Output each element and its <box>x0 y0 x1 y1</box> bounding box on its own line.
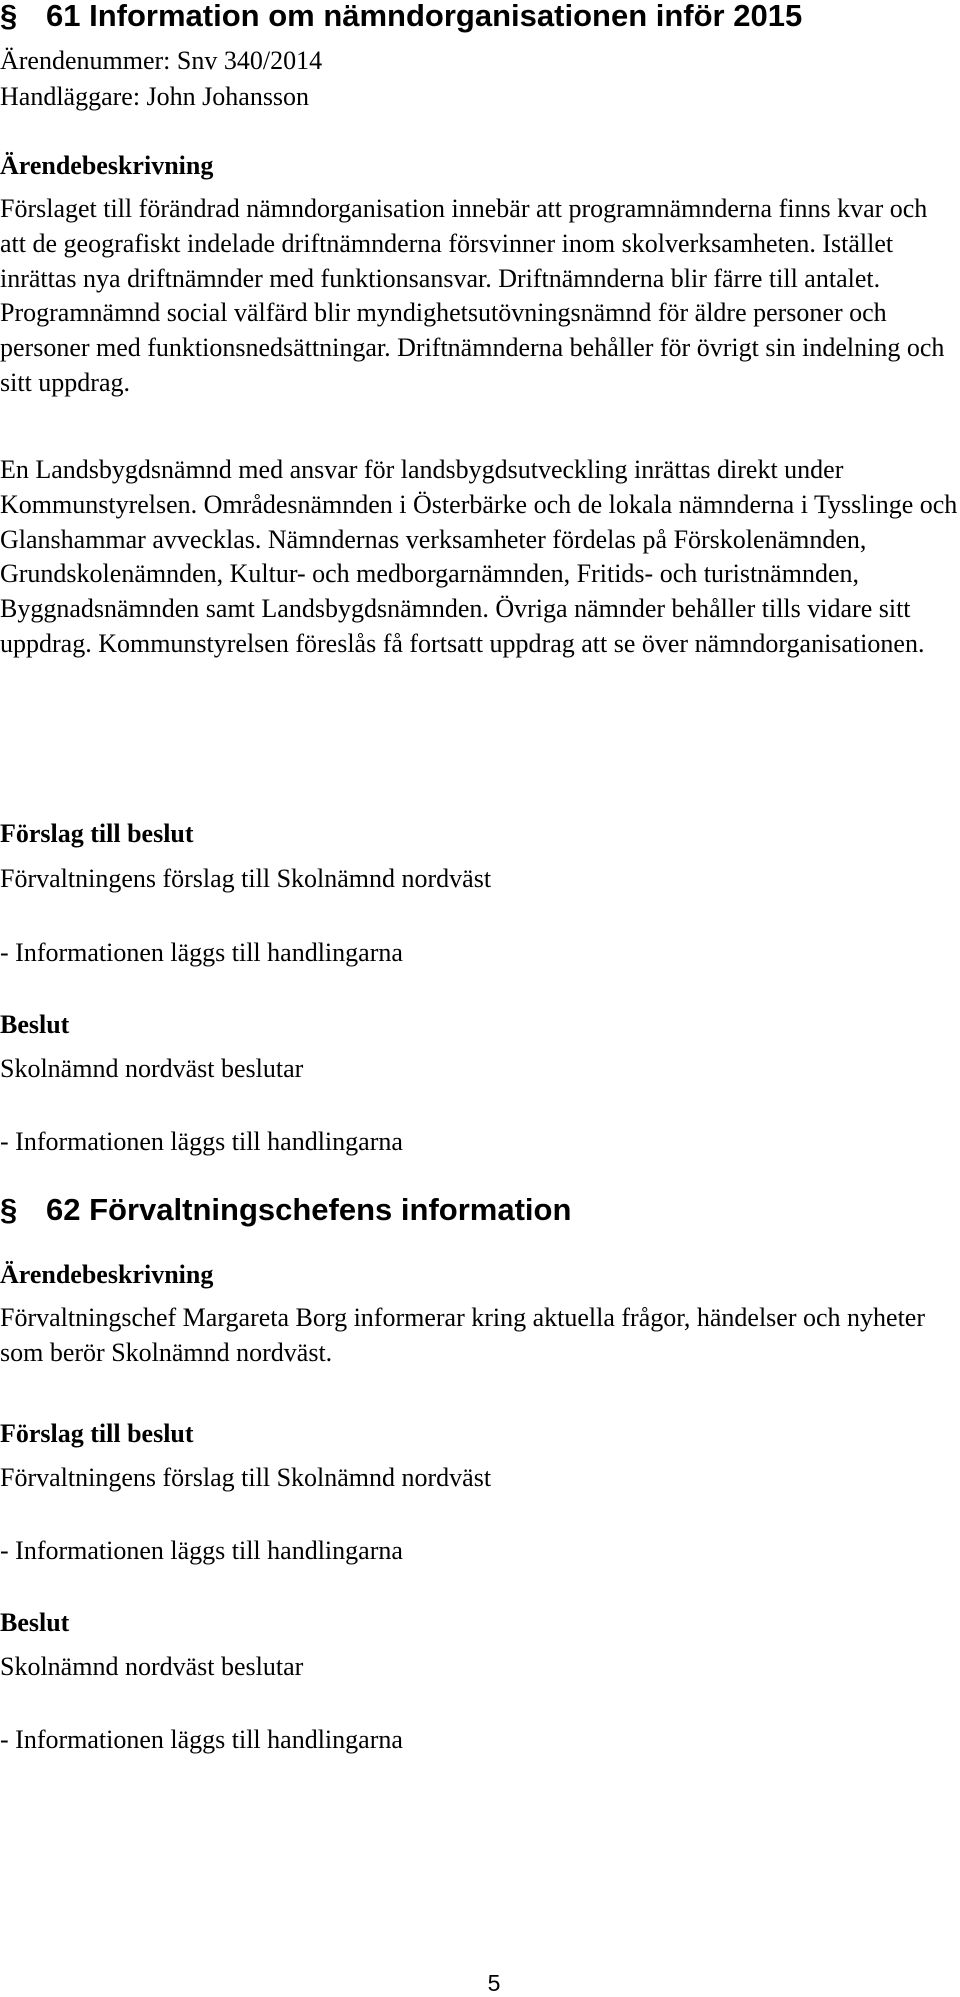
section-title: Information om nämndorganisationen inför 2015 <box>89 0 803 33</box>
proposal-text: Förvaltningens förslag till Skolnämnd nordväst <box>0 1463 492 1492</box>
section-title: Förvaltningschefens information <box>89 1192 572 1227</box>
proposal-item: - Informationen läggs till handlingarna <box>0 938 403 967</box>
description-paragraph-1: Förslaget till förändrad nämndorganisation innebär att programnämnderna finns kvar och att de geografiskt indelade driftnämnderna försvinner inom skolverksamheten. Istället inrättas nya driftnämnder med funktionsansvar. Driftnämnderna blir färre till antalet. Programnämnd social välfärd blir myndighetsutövningsnämnd för äldre personer och personer med funktionsnedsättningar. Driftnämnderna behåller för övrigt sin indelning och sitt uppdrag. <box>0 194 945 397</box>
decision-text: Skolnämnd nordväst beslutar <box>0 1054 304 1083</box>
decision-heading: Beslut <box>0 1010 70 1039</box>
decision-text: Skolnämnd nordväst beslutar <box>0 1652 304 1681</box>
decision-item: - Informationen läggs till handlingarna <box>0 1127 403 1156</box>
section-number: 62 <box>46 1192 81 1227</box>
page-number: 5 <box>487 1970 501 1996</box>
proposal-item: - Informationen läggs till handlingarna <box>0 1536 403 1565</box>
case-handler: Handläggare: John Johansson <box>0 82 310 111</box>
section-sign: § <box>0 0 18 33</box>
section-number: 61 <box>46 0 81 33</box>
section-sign: § <box>0 1192 18 1227</box>
proposal-heading: Förslag till beslut <box>0 1419 194 1448</box>
proposal-heading: Förslag till beslut <box>0 819 194 848</box>
description-heading: Ärendebeskrivning <box>0 1260 214 1289</box>
decision-heading: Beslut <box>0 1608 70 1637</box>
description-paragraph-2: En Landsbygdsnämnd med ansvar för landsbygdsutveckling inrättas direkt under Kommunstyrelsen. Områdesnämnden i Österbärke och de lokala nämnderna i Tysslinge och Glanshammar avvecklas. Nämndernas verksamheter fördelas på Förskolenämnden, Grundskolenämnden, Kultur- och medborgarnämnden, Fritids- och turistnämnden, Byggnadsnämnden samt Landsbygdsnämnden. Övriga nämnder behåller tills vidare sitt uppdrag. Kommunstyrelsen föreslås få fortsatt uppdrag att se över nämndorganisationen. <box>0 455 958 658</box>
section-61-heading <box>0 0 958 34</box>
description-paragraph: Förvaltningschef Margareta Borg informerar kring aktuella frågor, händelser och nyheter som berör Skolnämnd nordväst. <box>0 1303 925 1367</box>
case-number: Ärendenummer: Snv 340/2014 <box>0 46 323 75</box>
section-62-heading <box>0 1192 958 1228</box>
proposal-text: Förvaltningens förslag till Skolnämnd nordväst <box>0 864 492 893</box>
description-heading: Ärendebeskrivning <box>0 151 214 180</box>
decision-item: - Informationen läggs till handlingarna <box>0 1725 403 1754</box>
